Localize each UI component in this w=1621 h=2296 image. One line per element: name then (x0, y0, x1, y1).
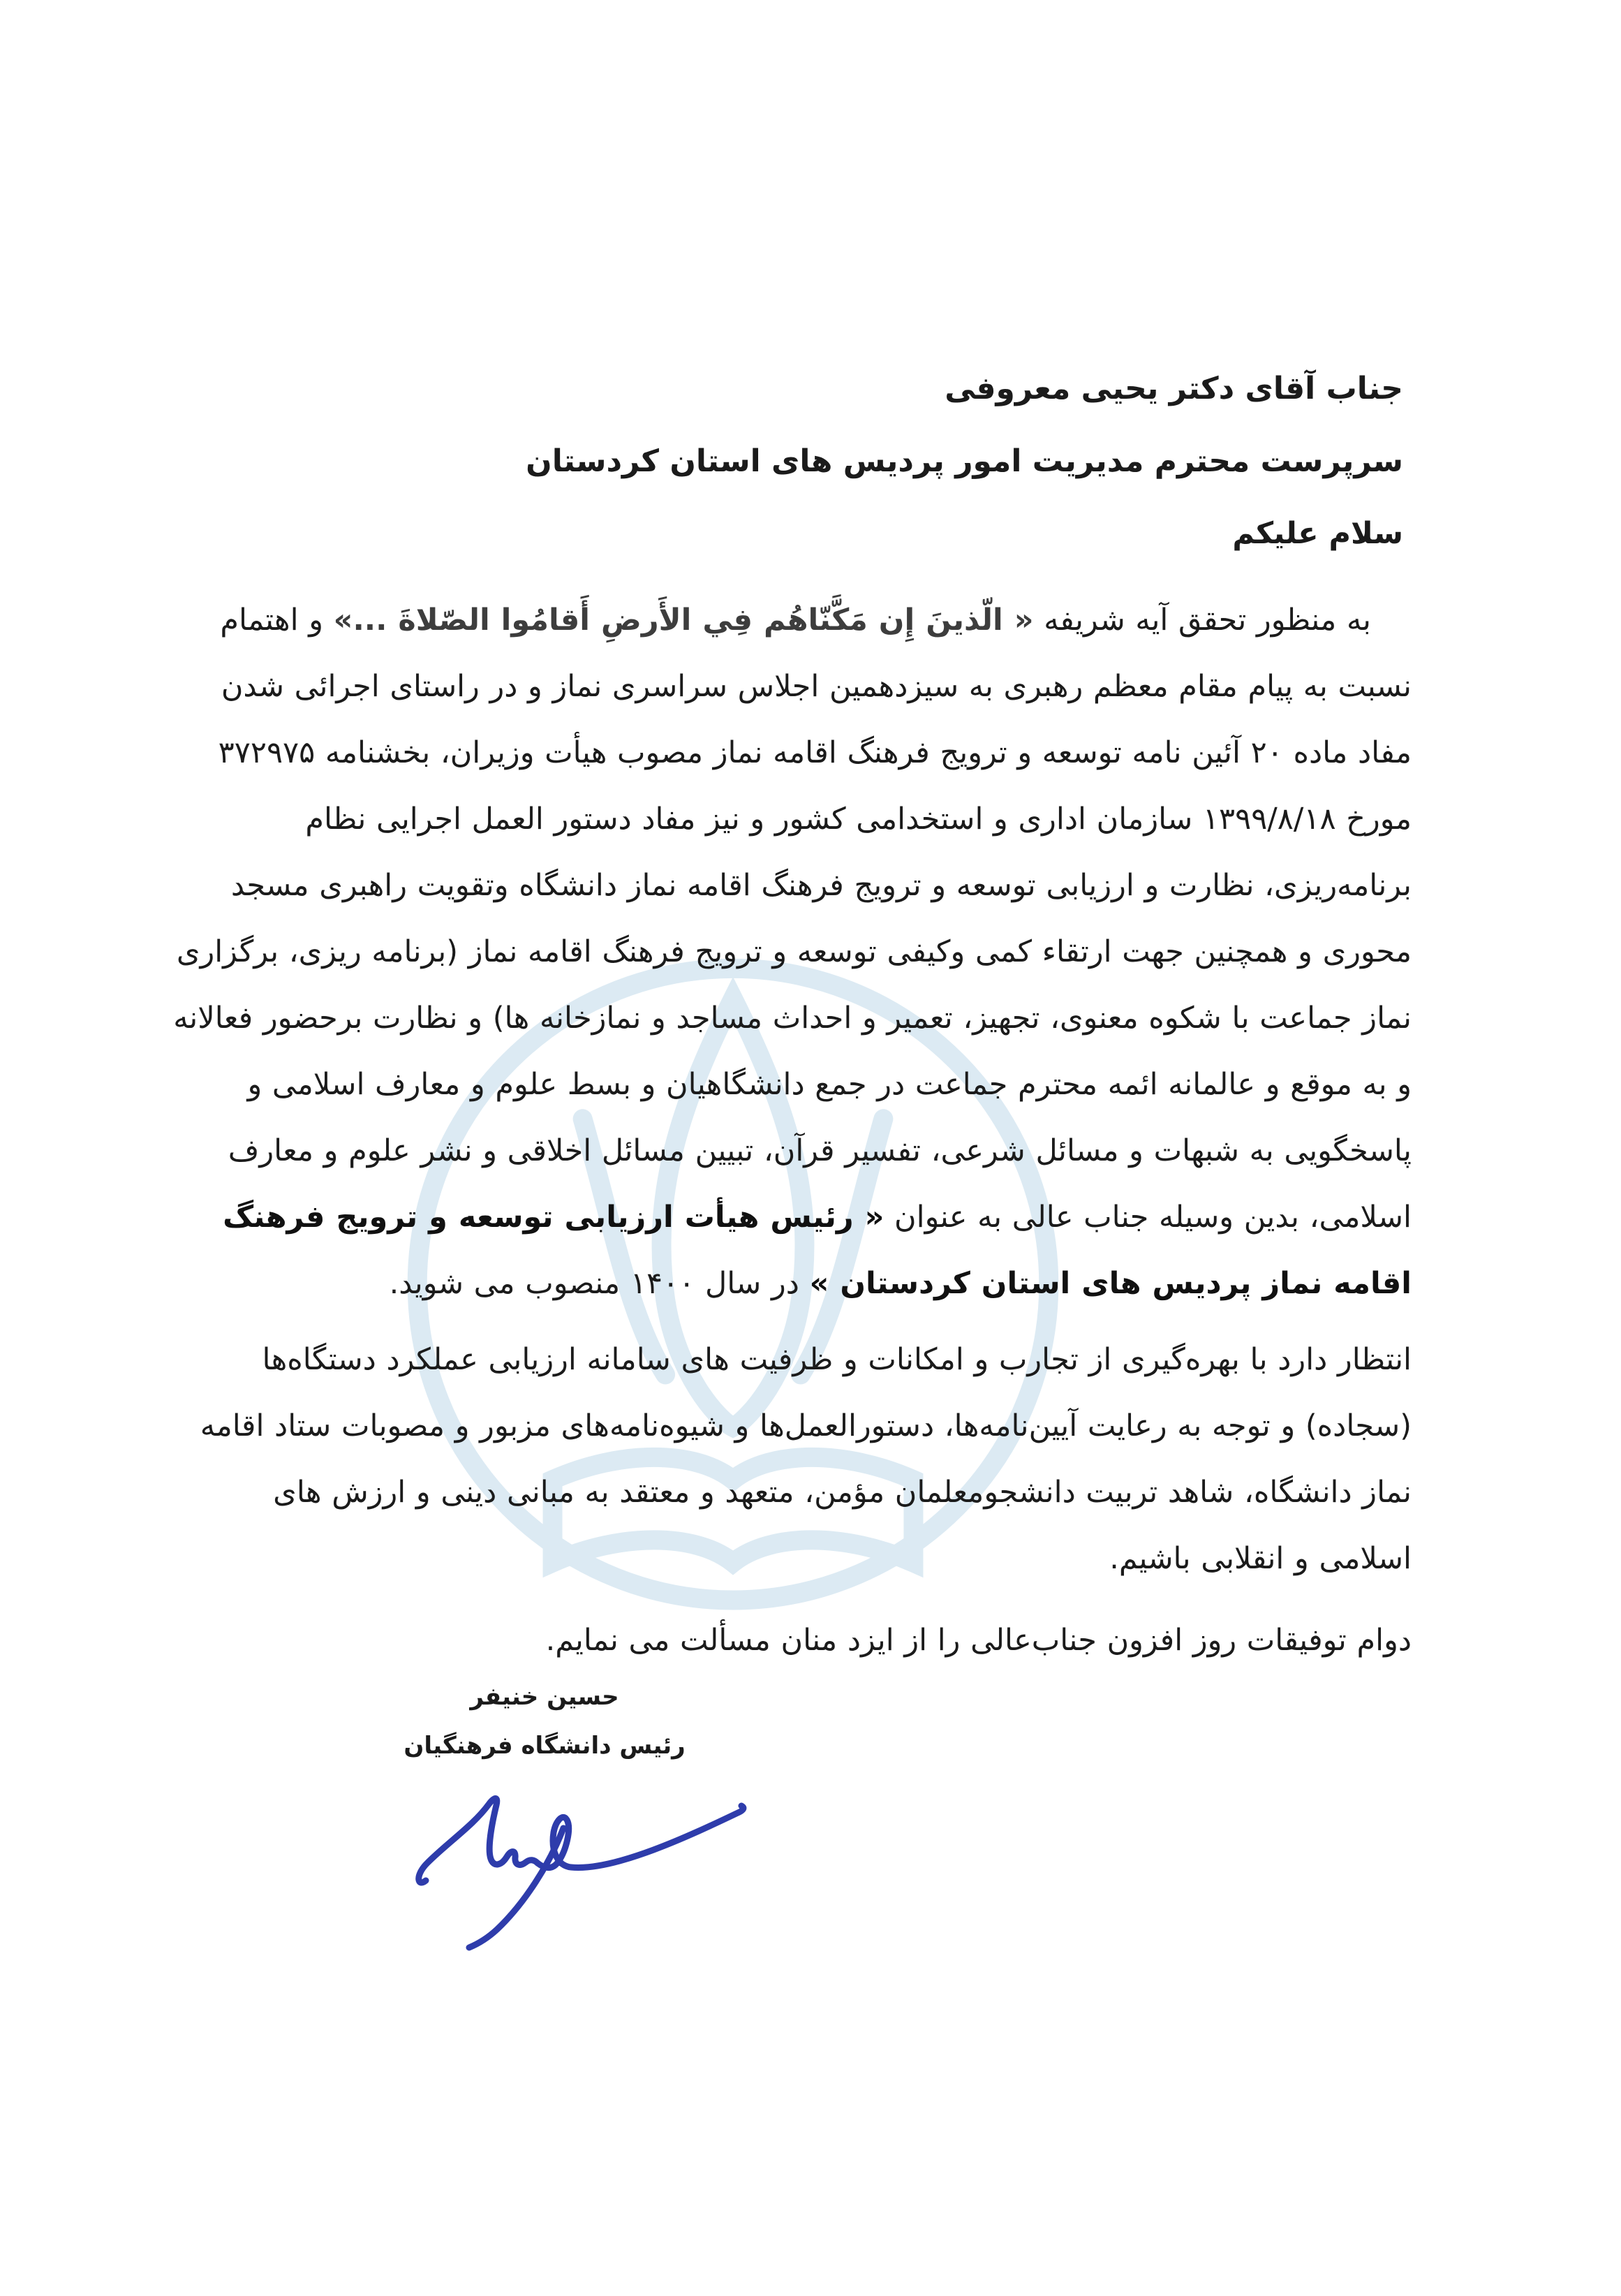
signature-block (380, 1672, 709, 1770)
signature-ink-strokes (419, 1799, 743, 1948)
letter-text-column (171, 0, 1412, 1674)
recipient-block (171, 353, 1403, 498)
paragraph-2: انتظار دارد با بهره‌گیری از تجارب و امکانات و ظرفیت های سامانه ارزیابی عملکرد دستگاه‌ها (سجاده) و توجه به رعایت آیین‌نامه‌ها، دستورالعمل‌ها و شیوه‌نامه‌های مزبور و مصوبات ستاد اقامه نماز دانشگاه، شاهد تربیت دانشجومعلمان مؤمن، متعهد و معتقد به مبانی دینی و ارزش های اسلامی و انقلابی باشیم. (200, 1342, 1412, 1576)
paragraph-1-main: و اهتمام نسبت به پیام مقام معظم رهبری به سیزدهمین اجلاس سراسری نماز و در راستای اجرائی شدن مفاد ماده ۲۰ آئین نامه توسعه و ترویج فرهنگ اقامه نماز مصوب هیأت وزیران، بخشنامه ۳۷۲۹۷۵ مورخ ۱۳۹۹/۸/۱۸ سازمان اداری و استخدامی کشور و نیز مفاد دستور العمل اجرایی نظام برنامه‌ریزی، نظارت و ارزیابی توسعه و ترویج فرهنگ اقامه نماز دانشگاه وتقویت راهبری مسجد محوری و همچنین جهت ارتقاء کمی وکیفی توسعه و ترویج فرهنگ اقامه نماز (برنامه ریزی، برگزاری نماز جماعت با شکوه معنوی، تجهیز، تعمیر و احداث مساجد و نمازخانه ها) و نظارت برحضور فعالانه و به موقع و عالمانه ائمه محترم جماعت در جمع دانشگاهیان و بسط علوم و معارف اسلامی و پاسخگویی به شبهات و مسائل شرعی، تفسیر قرآن، تبیین مسائل اخلاقی و نشر علوم و معارف اسلامی، بدین وسیله جناب عالی به عنوان (173, 603, 1412, 1235)
paragraph-1-tail: در سال ۱۴۰۰ منصوب می شوید. (389, 1266, 810, 1301)
recipient-title: سرپرست محترم مدیریت امور پردیس های استان کردستان (526, 443, 1403, 479)
handwritten-signature (391, 1760, 782, 1969)
closing-line: دوام توفیقات روز افزون جناب‌عالی را از ایزد منان مسألت می نمایم. (545, 1623, 1412, 1658)
paragraph-1 (171, 587, 1412, 1317)
signatory-title: رئیس دانشگاه فرهنگیان (404, 1732, 686, 1760)
signatory-name: حسین خنیفر (470, 1683, 619, 1711)
salutation: سلام علیکم (1232, 516, 1403, 551)
paragraph-1-lead: به منظور تحقق آیه شریفه (1033, 603, 1371, 638)
recipient-name: جناب آقای دکتر یحیی معروفی (945, 371, 1403, 406)
appointment-title: « رئیس هیأت ارزیابی توسعه و ترویج فرهنگ اقامه نماز پردیس های استان کردستان » (223, 1200, 1412, 1301)
quran-verse: « الّذینَ إِن مَکَّنّاهُم فِي الأَرضِ أَقامُوا الصّلاةَ ...» (333, 603, 1034, 638)
